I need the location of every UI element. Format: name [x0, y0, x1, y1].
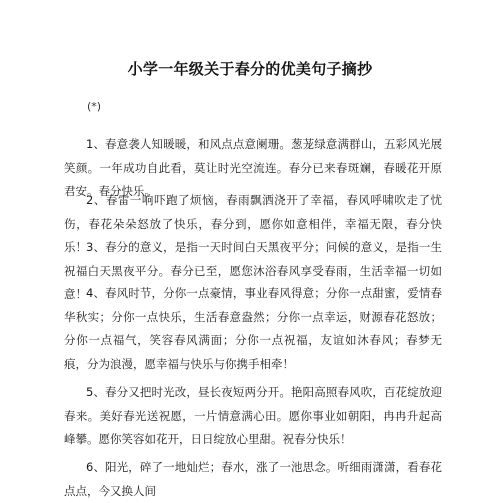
paragraph-5: 5、春分又把时光改，昼长夜短两分开。艳阳高照春风吹，百花绽放迎春来。美好春光送祝愿，一片情意满心田。愿你事业如朝阳，冉冉升起高峰攀。愿你笑容如花开，日日绽放心里甜。祝春分快乐！ [64, 385, 442, 446]
paragraph-2: 2、春雷一响吓跑了烦恼，春雨飘洒浇开了幸福，春风呼啸吹走了忧伤，春花朵朵怒放了快乐，春分到，愿你如意相伴，幸福无限，春分快乐！ [64, 193, 442, 254]
paragraph-3: 3、春分的意义，是指一天时间白天黑夜平分；问候的意义，是指一生祝福白天黑夜平分。春分已至，愿您沐浴春风享受春雨，生活幸福一切如意！ [64, 240, 442, 301]
document-marker: (*) [87, 100, 102, 113]
paragraph-1: 1、春意袭人知暖暖，和风点点意阑珊。葱茏绿意满群山，五彩风光展笑颜。一年成功自此看，莫让时光空流连。春分已来春斑斓，春暖花开原君安。春分快乐。 [64, 137, 442, 198]
paragraph-4: 4、春风时节，分你一点豪情，事业春风得意；分你一点甜蜜，爱情春华秋实；分你一点快乐，生活春意盎然；分你一点幸运，财源春花怒放；分你一点福气，笑容春风满面；分你一点祝福，友谊如沐春风；春梦无痕，分为浪漫，愿幸福与快乐与你携手相牵！ [64, 286, 442, 371]
paragraph-6: 6、阳光，碎了一地灿烂；春水，涨了一池思念。听细雨潇潇，看春花点点，今又换人间 [64, 460, 442, 498]
document-title: 小学一年级关于春分的优美句子摘抄 [127, 60, 373, 78]
